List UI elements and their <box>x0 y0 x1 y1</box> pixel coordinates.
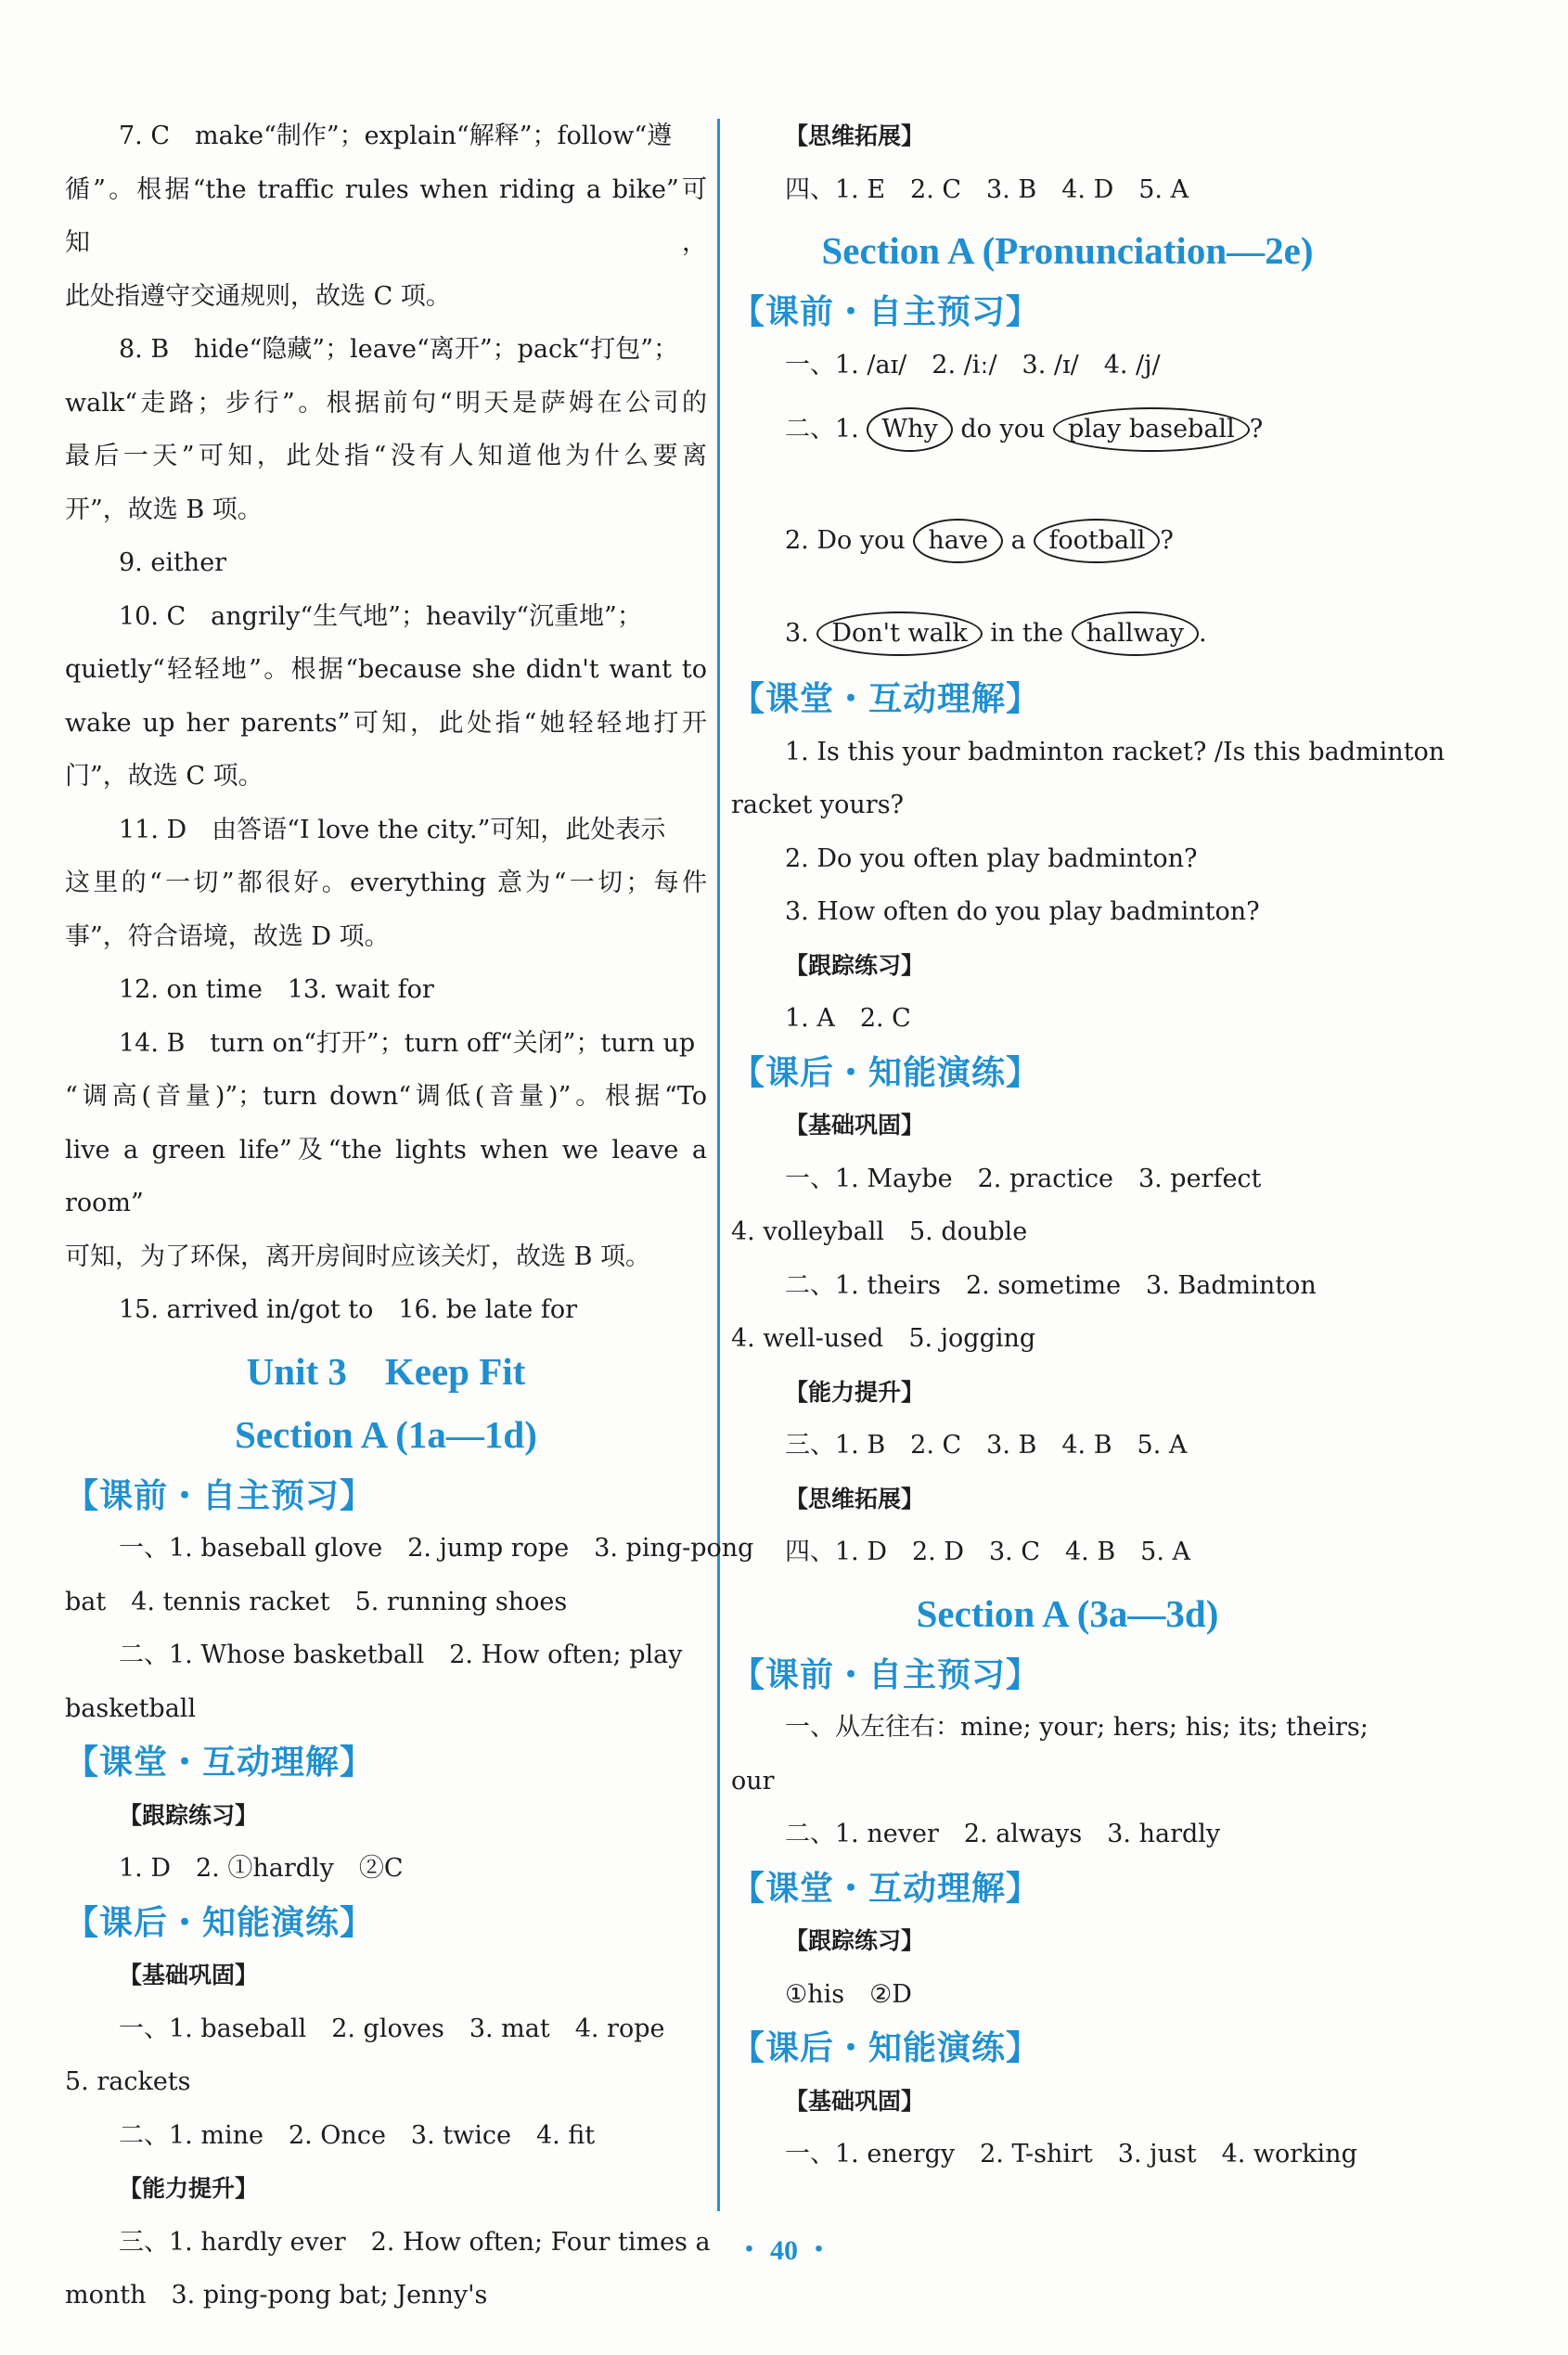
circled-line-3 <box>731 596 1404 672</box>
section-header: 【课前・自主预习】 <box>731 1654 1041 1693</box>
answer-line: 11. D 由答语“I love the city.”可知，此处表示 <box>119 815 666 844</box>
punctuation: ? <box>1160 526 1174 555</box>
answer-line: ①his ②D <box>785 1979 912 2009</box>
answer-line: walk“走路；步行”。根据前句“明天是萨姆在公司的 <box>65 388 707 418</box>
answer-line: quietly“轻轻地”。根据“because she didn't want to <box>65 655 707 684</box>
punctuation: . <box>1198 619 1207 648</box>
answer-line: 可知，为了环保，离开房间时应该关灯，故选 B 项。 <box>65 1242 651 1271</box>
answer-line: 9. either <box>119 548 227 577</box>
answer-line: 这里的“一切”都很好。everything 意为“一切；每件 <box>65 869 707 897</box>
section-header: 【课堂・互动理解】 <box>65 1743 375 1781</box>
answer-line: 一、1. energy 2. T-shirt 3. just 4. working <box>785 2140 1357 2168</box>
section-title: Unit 3 Keep Fit <box>246 1349 526 1393</box>
page-number: ・ 40 ・ <box>735 2235 833 2266</box>
column-divider <box>717 119 720 2211</box>
circled-word: Why <box>867 407 952 452</box>
answer-line: 一、1. baseball glove 2. jump rope 3. ping-pong <box>119 1534 754 1563</box>
left-column <box>65 109 754 2323</box>
answer-line: 一、1. /aɪ/ 2. /iː/ 3. /ɪ/ 4. /j/ <box>785 350 1161 380</box>
punctuation: ? <box>1249 415 1264 444</box>
answer-line: 循”。根据“the traffic rules when riding a bike”可知， <box>65 174 707 257</box>
answer-line: “调高(音量)”；turn down“调低(音量)”。根据“To <box>65 1082 707 1111</box>
answer-line: 15. arrived in/got to 16. be late for <box>119 1295 578 1324</box>
section-header: 【课后・知能演练】 <box>731 1052 1041 1091</box>
answer-line: live a green life”及“the lights when we leave a room” <box>65 1135 707 1217</box>
circled-word: hallway <box>1072 611 1199 656</box>
answer-line: 1. Is this your badminton racket? /Is this badminton <box>785 737 1446 766</box>
answer-line: 开”，故选 B 项。 <box>65 495 263 524</box>
circled-word: play baseball <box>1053 407 1250 452</box>
answer-line: 三、1. hardly ever 2. How often; Four times a <box>119 2227 711 2257</box>
subsection-header: 【跟踪练习】 <box>785 951 925 979</box>
answer-line: wake up her parents”可知，此处指“她轻轻地打开 <box>65 708 707 738</box>
answer-line: 2. Do you often play badminton? <box>785 843 1198 873</box>
plain-words: do you <box>960 415 1046 444</box>
circled-line-1 <box>731 392 1404 468</box>
answer-line: 14. B turn on“打开”；turn off“关闭”；turn up <box>119 1028 696 1058</box>
section-header: 【课堂・互动理解】 <box>731 679 1041 717</box>
section-title: Section A (3a—3d) <box>916 1591 1219 1635</box>
answer-line: 1. D 2. ①hardly ②C <box>119 1854 404 1883</box>
answer-line: 四、1. D 2. D 3. C 4. B 5. A <box>785 1538 1191 1566</box>
answer-line: 一、从左往右：mine; your; hers; his; its; theirs; <box>785 1713 1369 1742</box>
subsection-header: 【跟踪练习】 <box>785 1927 925 1954</box>
answer-line: 1. A 2. C <box>785 1004 911 1033</box>
section-title: Section A (1a—1d) <box>235 1412 537 1456</box>
subsection-header: 【思维拓展】 <box>785 1485 925 1512</box>
answer-line: 10. C angrily“生气地”；heavily“沉重地”； <box>119 601 642 631</box>
circled-word: football <box>1034 519 1160 563</box>
answer-line: 一、1. baseball 2. gloves 3. mat 4. rope <box>119 2014 665 2043</box>
circled-line-2 <box>731 503 1404 579</box>
answer-line: 12. on time 13. wait for <box>119 975 434 1004</box>
answer-line: 4. volleyball 5. double <box>731 1217 1028 1246</box>
answer-line: 一、1. Maybe 2. practice 3. perfect <box>785 1164 1262 1193</box>
answer-line: 二、1. never 2. always 3. hardly <box>785 1820 1221 1848</box>
plain-words: in the <box>990 619 1064 648</box>
answer-line: 8. B hide“隐藏”；leave“离开”；pack“打包”； <box>119 335 679 364</box>
plain-words: a <box>1010 526 1026 555</box>
circled-word: have <box>913 519 1003 563</box>
subsection-header: 【跟踪练习】 <box>119 1801 259 1829</box>
answer-line: bat 4. tennis racket 5. running shoes <box>65 1587 568 1616</box>
answer-line: 最后一天”可知，此处指“没有人知道他为什么要离 <box>65 442 707 470</box>
answer-line: our <box>731 1766 775 1795</box>
subsection-header: 【基础巩固】 <box>119 1962 259 1988</box>
subsection-header: 【能力提升】 <box>119 2175 259 2202</box>
answer-line: basketball <box>65 1693 197 1723</box>
circled-exercise <box>731 392 1404 672</box>
subsection-header: 【基础巩固】 <box>785 1112 925 1139</box>
circled-word: Don't walk <box>816 611 982 656</box>
answer-line: 二、1. theirs 2. sometime 3. Badminton <box>785 1270 1317 1300</box>
section-header: 【课后・知能演练】 <box>65 1902 375 1941</box>
answer-line: month 3. ping-pong bat; Jenny's <box>65 2281 488 2310</box>
subsection-header: 【基础巩固】 <box>785 2087 925 2115</box>
subsection-header: 【能力提升】 <box>785 1378 925 1406</box>
answer-line: 3. How often do you play badminton? <box>785 897 1260 926</box>
answer-line: 二、1. mine 2. Once 3. twice 4. fit <box>119 2120 596 2150</box>
item-number: 2. Do you <box>785 526 906 555</box>
section-header: 【课后・知能演练】 <box>731 2028 1041 2066</box>
section-title: Section A (Pronunciation—2e) <box>821 229 1314 272</box>
right-column <box>731 109 1446 2181</box>
answer-line: racket yours? <box>731 791 905 819</box>
section-header: 【课前・自主预习】 <box>65 1475 375 1514</box>
answer-line: 门”，故选 C 项。 <box>65 762 263 791</box>
answer-line: 事”，符合语境，故选 D 项。 <box>65 921 390 951</box>
item-number: 二、1. <box>785 415 859 444</box>
answer-line: 5. rackets <box>65 2067 191 2096</box>
answer-line: 4. well-used 5. jogging <box>731 1324 1036 1353</box>
answer-line: 三、1. B 2. C 3. B 4. B 5. A <box>785 1431 1188 1460</box>
answer-line: 二、1. Whose basketball 2. How often; play <box>119 1641 683 1669</box>
section-header: 【课前・自主预习】 <box>731 292 1041 330</box>
answer-line: 此处指遵守交通规则，故选 C 项。 <box>65 281 451 311</box>
answer-line: 四、1. E 2. C 3. B 4. D 5. A <box>785 174 1189 204</box>
answer-line: 7. C make“制作”；explain“解释”；follow“遵 <box>119 122 673 150</box>
subsection-header: 【思维拓展】 <box>785 122 925 149</box>
item-number: 3. <box>785 619 809 648</box>
section-header: 【课堂・互动理解】 <box>731 1868 1041 1907</box>
